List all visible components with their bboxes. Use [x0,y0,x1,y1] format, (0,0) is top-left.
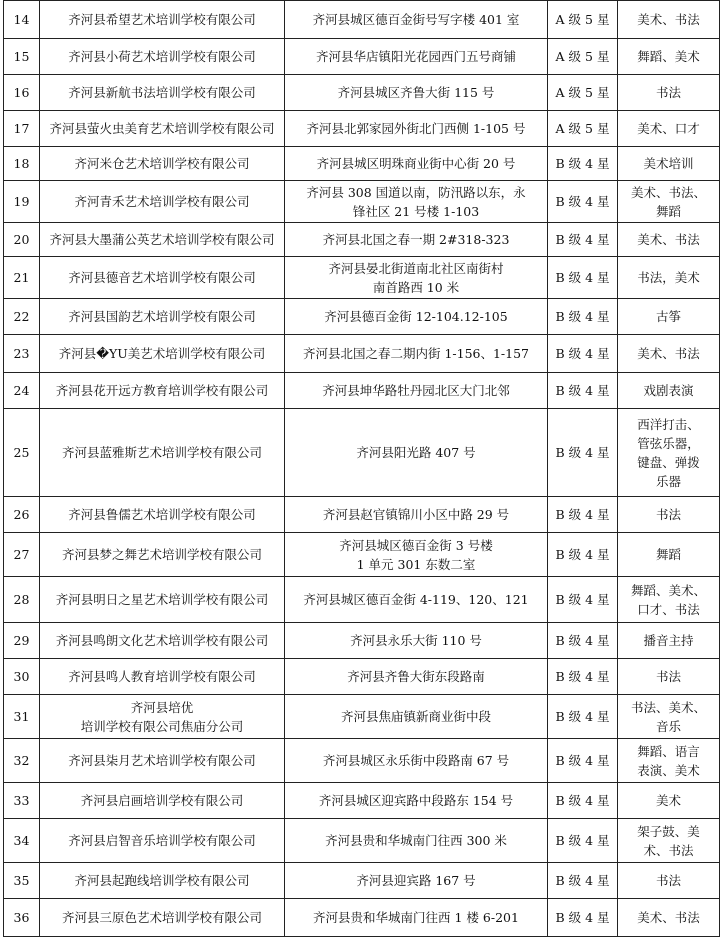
school-name: 齐河县三原色艺术培训学校有限公司 [40,899,285,937]
row-number: 34 [4,819,40,863]
school-name: 齐河青禾艺术培训学校有限公司 [40,181,285,223]
school-grade: B 级 4 星 [548,223,618,257]
school-category: 美术、书法 [618,899,720,937]
school-grade: B 级 4 星 [548,409,618,497]
school-name: 齐河县柒月艺术培训学校有限公司 [40,739,285,783]
school-category: 美术、书法 [618,223,720,257]
school-name: 齐河县国韵艺术培训学校有限公司 [40,299,285,335]
school-grade: B 级 4 星 [548,373,618,409]
table-row [4,739,720,783]
school-category: 书法 [618,659,720,695]
school-category: 书法 [618,497,720,533]
table-row [4,863,720,899]
school-name: 齐河县花开远方教育培训学校有限公司 [40,373,285,409]
school-grade: B 级 4 星 [548,335,618,373]
school-name: 齐河县�YU美艺术培训学校有限公司 [40,335,285,373]
table-row [4,223,720,257]
table-row [4,783,720,819]
school-category: 戏剧表演 [618,373,720,409]
school-table [3,0,720,937]
school-category: 美术、口才 [618,111,720,147]
school-grade: B 级 4 星 [548,899,618,937]
school-name: 齐河县蓝雅斯艺术培训学校有限公司 [40,409,285,497]
school-category: 书法，美术 [618,257,720,299]
school-address: 齐河县永乐大街 110 号 [285,623,548,659]
row-number: 27 [4,533,40,577]
row-number: 15 [4,39,40,75]
school-name: 齐河县德音艺术培训学校有限公司 [40,257,285,299]
school-name: 齐河县鲁儒艺术培训学校有限公司 [40,497,285,533]
school-category: 古筝 [618,299,720,335]
school-name: 齐河县明日之星艺术培训学校有限公司 [40,577,285,623]
school-category: 美术、书法 [618,1,720,39]
table-row [4,659,720,695]
school-address: 齐河县北国之春一期 2#318-323 [285,223,548,257]
row-number: 31 [4,695,40,739]
school-grade: B 级 4 星 [548,299,618,335]
table-row [4,577,720,623]
row-number: 28 [4,577,40,623]
table-row [4,899,720,937]
table-row [4,257,720,299]
school-category: 美术 [618,783,720,819]
table-row [4,695,720,739]
school-grade: B 级 4 星 [548,863,618,899]
row-number: 14 [4,1,40,39]
school-address: 齐河县城区德百金街 3 号楼 1 单元 301 东数二室 [285,533,548,577]
table-row [4,409,720,497]
school-grade: A 级 5 星 [548,111,618,147]
table-body [4,1,720,937]
school-name: 齐河县培优 培训学校有限公司焦庙分公司 [40,695,285,739]
row-number: 22 [4,299,40,335]
row-number: 36 [4,899,40,937]
school-name: 齐河县起跑线培训学校有限公司 [40,863,285,899]
school-grade: B 级 4 星 [548,695,618,739]
row-number: 19 [4,181,40,223]
table-row [4,75,720,111]
school-grade: A 级 5 星 [548,1,618,39]
table-row [4,497,720,533]
table-row [4,39,720,75]
table-row [4,819,720,863]
school-address: 齐河县城区明珠商业街中心街 20 号 [285,147,548,181]
school-category: 美术、书法、 舞蹈 [618,181,720,223]
table-row [4,299,720,335]
school-address: 齐河县齐鲁大街东段路南 [285,659,548,695]
school-grade: B 级 4 星 [548,257,618,299]
school-address: 齐河县华店镇阳光花园西门五号商铺 [285,39,548,75]
row-number: 26 [4,497,40,533]
school-name: 齐河县小荷艺术培训学校有限公司 [40,39,285,75]
row-number: 21 [4,257,40,299]
school-grade: B 级 4 星 [548,739,618,783]
school-category: 架子鼓、美 术、书法 [618,819,720,863]
school-address: 齐河县城区永乐街中段路南 67 号 [285,739,548,783]
school-address: 齐河县北国之春二期内街 1-156、1-157 [285,335,548,373]
school-address: 齐河县晏北街道南北社区南街村 南首路西 10 米 [285,257,548,299]
school-address: 齐河县坤华路牡丹园北区大门北邻 [285,373,548,409]
school-category: 书法 [618,863,720,899]
row-number: 25 [4,409,40,497]
row-number: 17 [4,111,40,147]
school-address: 齐河县焦庙镇新商业街中段 [285,695,548,739]
school-address: 齐河县城区德百金街 4-119、120、121 [285,577,548,623]
school-category: 书法、美术、 音乐 [618,695,720,739]
table-row [4,623,720,659]
school-address: 齐河县贵和华城南门往西 1 楼 6-201 [285,899,548,937]
row-number: 29 [4,623,40,659]
school-name: 齐河县启画培训学校有限公司 [40,783,285,819]
school-address: 齐河县城区迎宾路中段路东 154 号 [285,783,548,819]
school-address: 齐河县贵和华城南门往西 300 米 [285,819,548,863]
school-category: 美术培训 [618,147,720,181]
school-address: 齐河县阳光路 407 号 [285,409,548,497]
school-grade: A 级 5 星 [548,39,618,75]
school-category: 舞蹈、美术 [618,39,720,75]
school-grade: B 级 4 星 [548,659,618,695]
school-category: 播音主持 [618,623,720,659]
school-address: 齐河县 308 国道以南，防汛路以东，永 锋社区 21 号楼 1-103 [285,181,548,223]
school-category: 舞蹈 [618,533,720,577]
school-grade: B 级 4 星 [548,623,618,659]
school-grade: A 级 5 星 [548,75,618,111]
table-row [4,147,720,181]
school-grade: B 级 4 星 [548,147,618,181]
school-grade: B 级 4 星 [548,497,618,533]
table-row [4,373,720,409]
table-row [4,1,720,39]
table-row [4,181,720,223]
school-grade: B 级 4 星 [548,181,618,223]
school-grade: B 级 4 星 [548,577,618,623]
row-number: 32 [4,739,40,783]
row-number: 35 [4,863,40,899]
school-name: 齐河县希望艺术培训学校有限公司 [40,1,285,39]
school-name: 齐河县萤火虫美育艺术培训学校有限公司 [40,111,285,147]
row-number: 30 [4,659,40,695]
row-number: 16 [4,75,40,111]
row-number: 18 [4,147,40,181]
school-grade: B 级 4 星 [548,783,618,819]
table-row [4,533,720,577]
school-grade: B 级 4 星 [548,533,618,577]
school-name: 齐河县鸣朗文化艺术培训学校有限公司 [40,623,285,659]
school-name: 齐河县新航书法培训学校有限公司 [40,75,285,111]
school-category: 舞蹈、美术、 口才、书法 [618,577,720,623]
school-address: 齐河县城区齐鲁大街 115 号 [285,75,548,111]
school-address: 齐河县赵官镇锦川小区中路 29 号 [285,497,548,533]
row-number: 23 [4,335,40,373]
school-name: 齐河县启智音乐培训学校有限公司 [40,819,285,863]
school-address: 齐河县城区德百金街号写字楼 401 室 [285,1,548,39]
row-number: 24 [4,373,40,409]
school-name: 齐河县梦之舞艺术培训学校有限公司 [40,533,285,577]
school-name: 齐河米仓艺术培训学校有限公司 [40,147,285,181]
row-number: 20 [4,223,40,257]
school-category: 书法 [618,75,720,111]
school-category: 美术、书法 [618,335,720,373]
school-grade: B 级 4 星 [548,819,618,863]
school-category: 西洋打击、 管弦乐器， 键盘、弹拨 乐器 [618,409,720,497]
row-number: 33 [4,783,40,819]
school-address: 齐河县德百金街 12-104.12-105 [285,299,548,335]
school-category: 舞蹈、语言 表演、美术 [618,739,720,783]
school-name: 齐河县大墨蒲公英艺术培训学校有限公司 [40,223,285,257]
table-row [4,335,720,373]
school-address: 齐河县迎宾路 167 号 [285,863,548,899]
table-row [4,111,720,147]
school-name: 齐河县鸣人教育培训学校有限公司 [40,659,285,695]
school-address: 齐河县北郭家园外街北门西侧 1-105 号 [285,111,548,147]
